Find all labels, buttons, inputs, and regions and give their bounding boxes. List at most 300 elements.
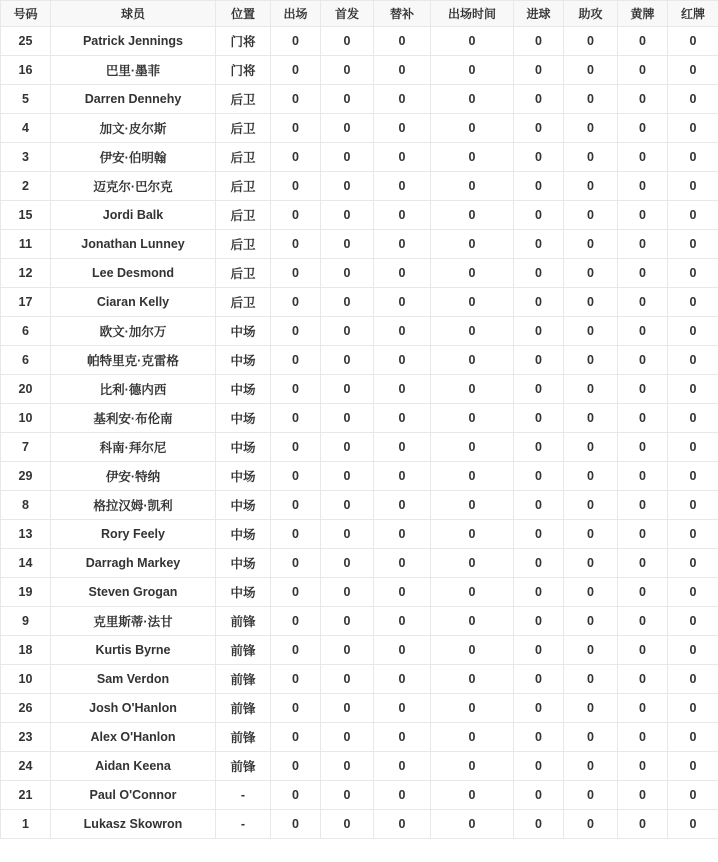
cell-number: 4: [1, 114, 51, 143]
cell-minutes: 0: [431, 433, 514, 462]
cell-minutes: 0: [431, 201, 514, 230]
cell-appearances: 0: [271, 172, 321, 201]
table-row: [1, 723, 718, 752]
cell-appearances: 0: [271, 491, 321, 520]
cell-assists: 0: [564, 230, 618, 259]
cell-number: 20: [1, 375, 51, 404]
table-row: [1, 27, 718, 56]
cell-player: 基利安·布伦南: [51, 404, 216, 433]
cell-substitute: 0: [374, 288, 431, 317]
table-row: [1, 665, 718, 694]
cell-position: 中场: [216, 317, 271, 346]
cell-assists: 0: [564, 288, 618, 317]
cell-red-cards: 0: [668, 578, 718, 607]
cell-red-cards: 0: [668, 288, 718, 317]
cell-number: 15: [1, 201, 51, 230]
cell-goals: 0: [514, 172, 564, 201]
cell-player: 格拉汉姆·凯利: [51, 491, 216, 520]
cell-minutes: 0: [431, 230, 514, 259]
cell-player: 迈克尔·巴尔克: [51, 172, 216, 201]
cell-appearances: 0: [271, 433, 321, 462]
cell-appearances: 0: [271, 694, 321, 723]
cell-player: Alex O'Hanlon: [51, 723, 216, 752]
table-row: [1, 462, 718, 491]
cell-position: 前锋: [216, 694, 271, 723]
cell-red-cards: 0: [668, 520, 718, 549]
cell-position: 前锋: [216, 636, 271, 665]
cell-appearances: 0: [271, 143, 321, 172]
cell-starts: 0: [321, 578, 374, 607]
cell-assists: 0: [564, 346, 618, 375]
cell-position: 后卫: [216, 172, 271, 201]
cell-starts: 0: [321, 723, 374, 752]
cell-player: 伊安·伯明翰: [51, 143, 216, 172]
cell-assists: 0: [564, 462, 618, 491]
cell-substitute: 0: [374, 433, 431, 462]
cell-yellow-cards: 0: [618, 433, 668, 462]
cell-number: 16: [1, 56, 51, 85]
cell-goals: 0: [514, 781, 564, 810]
cell-appearances: 0: [271, 636, 321, 665]
table-row: [1, 85, 718, 114]
cell-goals: 0: [514, 549, 564, 578]
cell-goals: 0: [514, 723, 564, 752]
cell-minutes: 0: [431, 752, 514, 781]
cell-substitute: 0: [374, 752, 431, 781]
cell-starts: 0: [321, 317, 374, 346]
cell-number: 9: [1, 607, 51, 636]
cell-position: 门将: [216, 27, 271, 56]
col-header-starts: 首发: [321, 1, 374, 27]
table-row: [1, 491, 718, 520]
table-row: [1, 259, 718, 288]
cell-minutes: 0: [431, 694, 514, 723]
cell-yellow-cards: 0: [618, 491, 668, 520]
cell-yellow-cards: 0: [618, 27, 668, 56]
cell-minutes: 0: [431, 491, 514, 520]
cell-substitute: 0: [374, 201, 431, 230]
table-row: [1, 520, 718, 549]
cell-appearances: 0: [271, 317, 321, 346]
cell-goals: 0: [514, 143, 564, 172]
cell-appearances: 0: [271, 259, 321, 288]
cell-yellow-cards: 0: [618, 578, 668, 607]
cell-minutes: 0: [431, 114, 514, 143]
cell-minutes: 0: [431, 520, 514, 549]
cell-appearances: 0: [271, 781, 321, 810]
cell-player: 帕特里克·克雷格: [51, 346, 216, 375]
cell-starts: 0: [321, 752, 374, 781]
cell-position: 中场: [216, 491, 271, 520]
cell-player: 加文·皮尔斯: [51, 114, 216, 143]
cell-red-cards: 0: [668, 491, 718, 520]
cell-number: 14: [1, 549, 51, 578]
table-row: [1, 636, 718, 665]
cell-red-cards: 0: [668, 665, 718, 694]
table-row: [1, 172, 718, 201]
cell-position: 中场: [216, 578, 271, 607]
table-row: [1, 578, 718, 607]
cell-appearances: 0: [271, 752, 321, 781]
cell-minutes: 0: [431, 85, 514, 114]
cell-yellow-cards: 0: [618, 56, 668, 85]
cell-yellow-cards: 0: [618, 114, 668, 143]
cell-starts: 0: [321, 491, 374, 520]
cell-minutes: 0: [431, 375, 514, 404]
cell-substitute: 0: [374, 810, 431, 839]
cell-assists: 0: [564, 27, 618, 56]
cell-assists: 0: [564, 143, 618, 172]
cell-number: 8: [1, 491, 51, 520]
cell-red-cards: 0: [668, 346, 718, 375]
cell-assists: 0: [564, 607, 618, 636]
cell-goals: 0: [514, 665, 564, 694]
cell-goals: 0: [514, 462, 564, 491]
cell-yellow-cards: 0: [618, 520, 668, 549]
cell-substitute: 0: [374, 694, 431, 723]
cell-goals: 0: [514, 259, 564, 288]
cell-number: 13: [1, 520, 51, 549]
cell-substitute: 0: [374, 723, 431, 752]
cell-position: 中场: [216, 375, 271, 404]
cell-goals: 0: [514, 201, 564, 230]
col-header-red-cards: 红牌: [668, 1, 718, 27]
table-row: [1, 781, 718, 810]
cell-yellow-cards: 0: [618, 201, 668, 230]
table-row: [1, 404, 718, 433]
cell-appearances: 0: [271, 114, 321, 143]
cell-appearances: 0: [271, 230, 321, 259]
cell-minutes: 0: [431, 665, 514, 694]
cell-assists: 0: [564, 114, 618, 143]
cell-goals: 0: [514, 433, 564, 462]
cell-starts: 0: [321, 259, 374, 288]
cell-starts: 0: [321, 462, 374, 491]
cell-position: 后卫: [216, 85, 271, 114]
cell-red-cards: 0: [668, 85, 718, 114]
cell-starts: 0: [321, 520, 374, 549]
cell-minutes: 0: [431, 143, 514, 172]
cell-position: 前锋: [216, 607, 271, 636]
cell-number: 6: [1, 346, 51, 375]
cell-red-cards: 0: [668, 462, 718, 491]
cell-red-cards: 0: [668, 404, 718, 433]
cell-player: Jonathan Lunney: [51, 230, 216, 259]
cell-appearances: 0: [271, 462, 321, 491]
cell-yellow-cards: 0: [618, 665, 668, 694]
cell-position: 后卫: [216, 230, 271, 259]
cell-assists: 0: [564, 665, 618, 694]
cell-assists: 0: [564, 723, 618, 752]
cell-substitute: 0: [374, 549, 431, 578]
cell-position: 前锋: [216, 723, 271, 752]
cell-player: Kurtis Byrne: [51, 636, 216, 665]
cell-player: Ciaran Kelly: [51, 288, 216, 317]
cell-assists: 0: [564, 201, 618, 230]
cell-position: 后卫: [216, 143, 271, 172]
cell-red-cards: 0: [668, 549, 718, 578]
cell-number: 3: [1, 143, 51, 172]
cell-starts: 0: [321, 636, 374, 665]
table-row: [1, 288, 718, 317]
table-row: [1, 317, 718, 346]
cell-yellow-cards: 0: [618, 781, 668, 810]
cell-starts: 0: [321, 201, 374, 230]
cell-appearances: 0: [271, 56, 321, 85]
cell-red-cards: 0: [668, 56, 718, 85]
cell-assists: 0: [564, 375, 618, 404]
cell-starts: 0: [321, 85, 374, 114]
cell-minutes: 0: [431, 172, 514, 201]
cell-yellow-cards: 0: [618, 752, 668, 781]
cell-goals: 0: [514, 85, 564, 114]
cell-assists: 0: [564, 56, 618, 85]
cell-substitute: 0: [374, 665, 431, 694]
cell-yellow-cards: 0: [618, 636, 668, 665]
cell-red-cards: 0: [668, 810, 718, 839]
cell-assists: 0: [564, 694, 618, 723]
cell-starts: 0: [321, 56, 374, 85]
col-header-position: 位置: [216, 1, 271, 27]
cell-minutes: 0: [431, 636, 514, 665]
table-row: [1, 433, 718, 462]
cell-position: 前锋: [216, 752, 271, 781]
cell-position: 后卫: [216, 201, 271, 230]
cell-starts: 0: [321, 694, 374, 723]
cell-goals: 0: [514, 346, 564, 375]
cell-substitute: 0: [374, 114, 431, 143]
cell-player: Lee Desmond: [51, 259, 216, 288]
cell-player: Aidan Keena: [51, 752, 216, 781]
cell-position: 中场: [216, 346, 271, 375]
cell-number: 6: [1, 317, 51, 346]
cell-position: 中场: [216, 404, 271, 433]
cell-goals: 0: [514, 752, 564, 781]
cell-yellow-cards: 0: [618, 723, 668, 752]
cell-player: 克里斯蒂·法甘: [51, 607, 216, 636]
cell-goals: 0: [514, 56, 564, 85]
cell-appearances: 0: [271, 201, 321, 230]
cell-starts: 0: [321, 375, 374, 404]
cell-substitute: 0: [374, 491, 431, 520]
cell-red-cards: 0: [668, 114, 718, 143]
cell-minutes: 0: [431, 462, 514, 491]
cell-minutes: 0: [431, 346, 514, 375]
cell-position: 门将: [216, 56, 271, 85]
cell-player: Jordi Balk: [51, 201, 216, 230]
cell-assists: 0: [564, 520, 618, 549]
cell-number: 18: [1, 636, 51, 665]
col-header-appearances: 出场: [271, 1, 321, 27]
cell-red-cards: 0: [668, 317, 718, 346]
cell-position: 中场: [216, 433, 271, 462]
cell-number: 11: [1, 230, 51, 259]
table-row: [1, 143, 718, 172]
table-body: [1, 27, 718, 839]
cell-substitute: 0: [374, 172, 431, 201]
cell-yellow-cards: 0: [618, 375, 668, 404]
cell-starts: 0: [321, 549, 374, 578]
cell-appearances: 0: [271, 520, 321, 549]
cell-starts: 0: [321, 665, 374, 694]
cell-goals: 0: [514, 636, 564, 665]
cell-assists: 0: [564, 491, 618, 520]
cell-minutes: 0: [431, 317, 514, 346]
cell-red-cards: 0: [668, 259, 718, 288]
table-row: [1, 375, 718, 404]
cell-minutes: 0: [431, 781, 514, 810]
cell-assists: 0: [564, 85, 618, 114]
cell-appearances: 0: [271, 27, 321, 56]
cell-red-cards: 0: [668, 27, 718, 56]
cell-player: Darragh Markey: [51, 549, 216, 578]
cell-assists: 0: [564, 172, 618, 201]
cell-starts: 0: [321, 114, 374, 143]
col-header-player: 球员: [51, 1, 216, 27]
cell-appearances: 0: [271, 375, 321, 404]
cell-position: 中场: [216, 520, 271, 549]
cell-goals: 0: [514, 520, 564, 549]
cell-number: 1: [1, 810, 51, 839]
cell-number: 23: [1, 723, 51, 752]
cell-player: Patrick Jennings: [51, 27, 216, 56]
cell-minutes: 0: [431, 56, 514, 85]
cell-number: 17: [1, 288, 51, 317]
cell-number: 24: [1, 752, 51, 781]
table-row: [1, 114, 718, 143]
cell-substitute: 0: [374, 259, 431, 288]
cell-position: 后卫: [216, 288, 271, 317]
cell-position: -: [216, 810, 271, 839]
cell-starts: 0: [321, 781, 374, 810]
table-row: [1, 694, 718, 723]
cell-appearances: 0: [271, 723, 321, 752]
cell-player: Josh O'Hanlon: [51, 694, 216, 723]
cell-position: 前锋: [216, 665, 271, 694]
cell-goals: 0: [514, 230, 564, 259]
cell-number: 10: [1, 665, 51, 694]
cell-player: Rory Feely: [51, 520, 216, 549]
cell-position: 中场: [216, 549, 271, 578]
cell-goals: 0: [514, 114, 564, 143]
cell-substitute: 0: [374, 143, 431, 172]
cell-yellow-cards: 0: [618, 259, 668, 288]
cell-substitute: 0: [374, 230, 431, 259]
col-header-number: 号码: [1, 1, 51, 27]
cell-goals: 0: [514, 288, 564, 317]
cell-yellow-cards: 0: [618, 404, 668, 433]
cell-starts: 0: [321, 346, 374, 375]
cell-substitute: 0: [374, 375, 431, 404]
cell-assists: 0: [564, 781, 618, 810]
cell-yellow-cards: 0: [618, 317, 668, 346]
cell-yellow-cards: 0: [618, 288, 668, 317]
cell-minutes: 0: [431, 549, 514, 578]
cell-number: 2: [1, 172, 51, 201]
cell-goals: 0: [514, 27, 564, 56]
col-header-assists: 助攻: [564, 1, 618, 27]
cell-player: 巴里·墨菲: [51, 56, 216, 85]
cell-assists: 0: [564, 317, 618, 346]
cell-appearances: 0: [271, 810, 321, 839]
col-header-yellow-cards: 黄牌: [618, 1, 668, 27]
cell-minutes: 0: [431, 607, 514, 636]
cell-starts: 0: [321, 27, 374, 56]
cell-number: 5: [1, 85, 51, 114]
cell-number: 21: [1, 781, 51, 810]
table-row: [1, 752, 718, 781]
cell-yellow-cards: 0: [618, 346, 668, 375]
cell-substitute: 0: [374, 520, 431, 549]
cell-red-cards: 0: [668, 143, 718, 172]
cell-substitute: 0: [374, 578, 431, 607]
cell-red-cards: 0: [668, 172, 718, 201]
cell-substitute: 0: [374, 781, 431, 810]
cell-yellow-cards: 0: [618, 85, 668, 114]
cell-goals: 0: [514, 607, 564, 636]
cell-position: -: [216, 781, 271, 810]
cell-substitute: 0: [374, 462, 431, 491]
cell-starts: 0: [321, 172, 374, 201]
table-row: [1, 346, 718, 375]
cell-number: 7: [1, 433, 51, 462]
cell-number: 29: [1, 462, 51, 491]
cell-red-cards: 0: [668, 230, 718, 259]
cell-player: 欧文·加尔万: [51, 317, 216, 346]
cell-appearances: 0: [271, 578, 321, 607]
col-header-minutes: 出场时间: [431, 1, 514, 27]
cell-assists: 0: [564, 433, 618, 462]
cell-appearances: 0: [271, 549, 321, 578]
table-row: [1, 201, 718, 230]
table-header-row: [1, 1, 718, 27]
table-row: [1, 549, 718, 578]
cell-player: Lukasz Skowron: [51, 810, 216, 839]
cell-number: 10: [1, 404, 51, 433]
cell-starts: 0: [321, 288, 374, 317]
cell-yellow-cards: 0: [618, 230, 668, 259]
cell-goals: 0: [514, 491, 564, 520]
cell-minutes: 0: [431, 27, 514, 56]
cell-substitute: 0: [374, 56, 431, 85]
cell-minutes: 0: [431, 404, 514, 433]
col-header-goals: 进球: [514, 1, 564, 27]
cell-minutes: 0: [431, 259, 514, 288]
cell-assists: 0: [564, 810, 618, 839]
cell-starts: 0: [321, 607, 374, 636]
cell-starts: 0: [321, 433, 374, 462]
cell-substitute: 0: [374, 317, 431, 346]
table-row: [1, 607, 718, 636]
cell-starts: 0: [321, 404, 374, 433]
cell-assists: 0: [564, 752, 618, 781]
col-header-substitute: 替补: [374, 1, 431, 27]
cell-player: 科南·拜尔尼: [51, 433, 216, 462]
cell-goals: 0: [514, 810, 564, 839]
cell-player: Darren Dennehy: [51, 85, 216, 114]
cell-red-cards: 0: [668, 781, 718, 810]
cell-player: 伊安·特纳: [51, 462, 216, 491]
cell-red-cards: 0: [668, 375, 718, 404]
cell-appearances: 0: [271, 665, 321, 694]
cell-minutes: 0: [431, 810, 514, 839]
cell-starts: 0: [321, 230, 374, 259]
cell-assists: 0: [564, 549, 618, 578]
cell-position: 中场: [216, 462, 271, 491]
cell-red-cards: 0: [668, 607, 718, 636]
cell-number: 19: [1, 578, 51, 607]
cell-red-cards: 0: [668, 201, 718, 230]
